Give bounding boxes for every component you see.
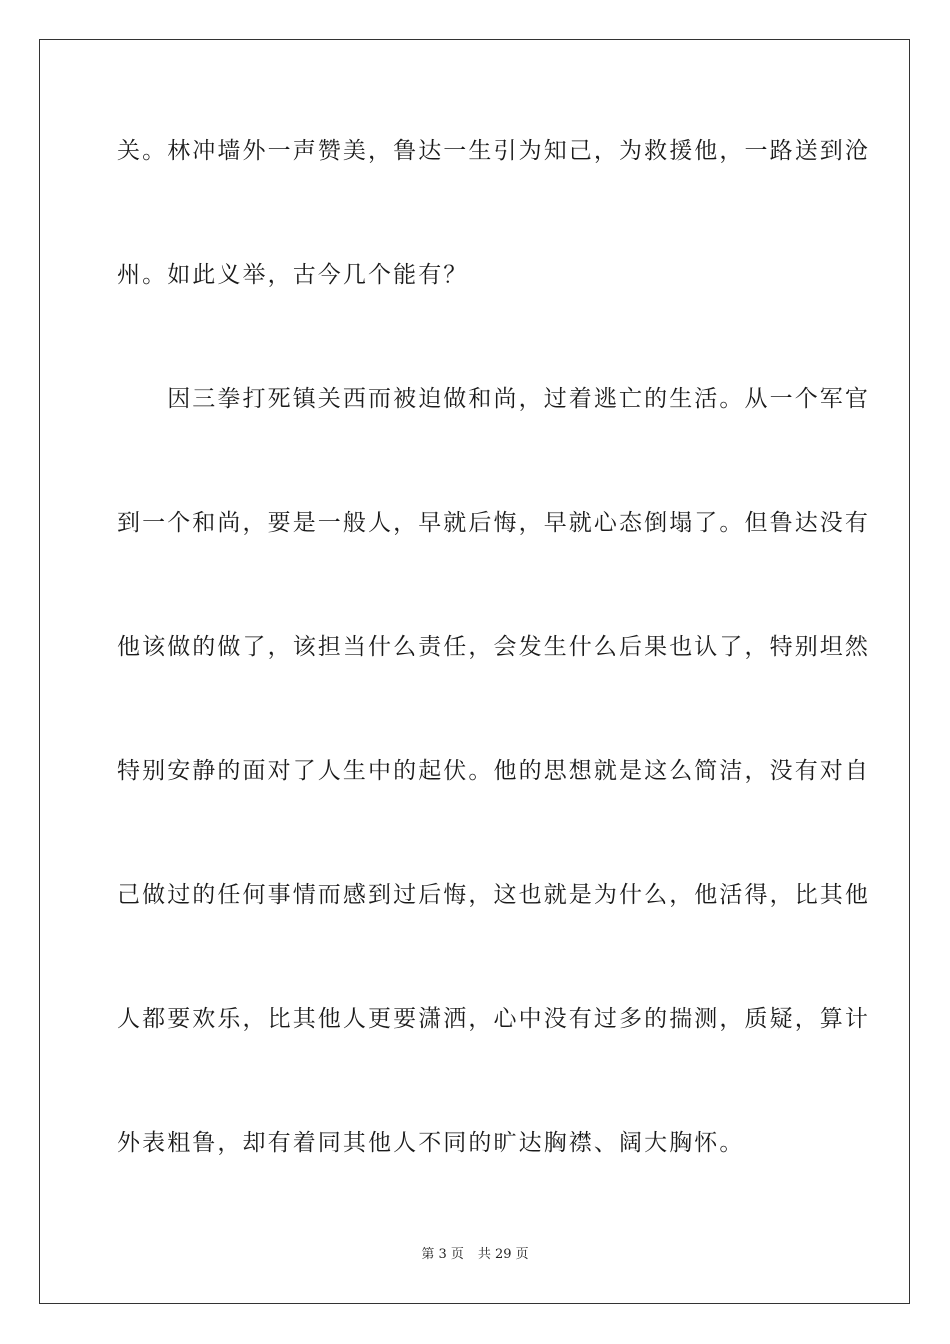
text-line-5: 他该做的做了，该担当什么责任，会发生什么后果也认了，特别坦然 [117, 634, 870, 660]
page-border [39, 39, 910, 1304]
text-line-3: 因三拳打死镇关西而被迫做和尚，过着逃亡的生活。从一个军官 [117, 386, 870, 412]
text-line-6: 特别安静的面对了人生中的起伏。他的思想就是这么简洁，没有对自 [117, 758, 870, 784]
text-line-2: 州。如此义举，古今几个能有？ [117, 262, 469, 288]
text-line-4: 到一个和尚，要是一般人，早就后悔，早就心态倒塌了。但鲁达没有 [117, 510, 870, 536]
text-line-7: 己做过的任何事情而感到过后悔，这也就是为什么，他活得，比其他 [117, 882, 870, 908]
page-total: 共 29 页 [477, 1247, 529, 1262]
page-number: 第 3 页 [421, 1247, 464, 1262]
text-line-1: 关。林冲墙外一声赞美，鲁达一生引为知己，为救援他，一路送到沧 [117, 138, 870, 164]
text-line-8: 人都要欢乐，比其他人更要潇洒，心中没有过多的揣测，质疑，算计 [117, 1006, 870, 1032]
page-footer [0, 1246, 950, 1264]
text-line-9: 外表粗鲁，却有着同其他人不同的旷达胸襟、阔大胸怀。 [117, 1130, 745, 1156]
